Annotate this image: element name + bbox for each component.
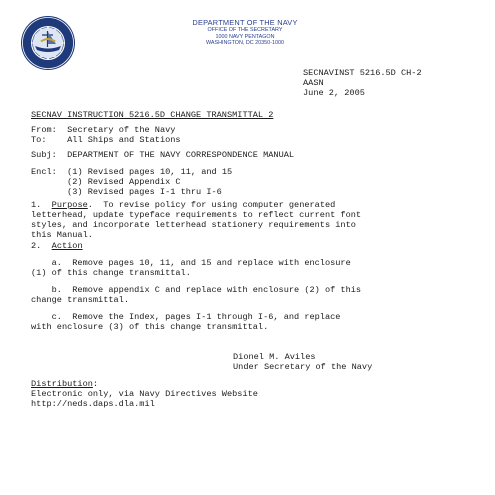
distribution-heading: Distribution bbox=[31, 379, 93, 389]
to-label: To: bbox=[31, 135, 47, 145]
signer-title: Under Secretary of the Navy bbox=[233, 362, 373, 372]
action-item-c bbox=[31, 312, 340, 332]
action-item-b bbox=[31, 285, 361, 305]
from-value: Secretary of the Navy bbox=[67, 125, 176, 135]
signer-name: Dionel M. Aviles bbox=[233, 352, 316, 362]
action-number: 2. bbox=[31, 241, 42, 251]
action-heading-line bbox=[31, 241, 83, 251]
distribution-line: Electronic only, via Navy Directives Website bbox=[31, 389, 258, 399]
subj-value: DEPARTMENT OF THE NAVY CORRESPONDENCE MANUAL bbox=[67, 150, 295, 160]
action-c-line: with enclosure (3) of this change transmittal. bbox=[31, 322, 269, 332]
purpose-text-line: letterhead, update typeface requirements to reflect current font bbox=[31, 210, 362, 220]
action-a-line: a. Remove pages 10, 11, and 15 and replace with enclosure bbox=[31, 258, 351, 268]
enclosure-item: (1) Revised pages 10, 11, and 15 bbox=[67, 167, 233, 177]
action-b-line: change transmittal. bbox=[31, 295, 129, 305]
instruction-number: SECNAVINST 5216.5D CH-2 bbox=[303, 68, 422, 78]
letterhead bbox=[150, 18, 340, 47]
purpose-text-line: . To revise policy for using computer generated bbox=[87, 200, 336, 210]
letterhead-title: DEPARTMENT OF THE NAVY bbox=[192, 18, 298, 27]
subj-label: Subj: bbox=[31, 150, 57, 160]
document-title: SECNAV INSTRUCTION 5216.5D CHANGE TRANSMITTAL 2 bbox=[31, 110, 274, 120]
action-a-line: (1) of this change transmittal. bbox=[31, 268, 191, 278]
office-code: AASN bbox=[303, 78, 324, 88]
distribution-block: Distribution: Electronic only, via Navy Directives Website http://neds.daps.dla.mil bbox=[31, 379, 258, 409]
letterhead-city: WASHINGTON, DC 20350-1000 bbox=[206, 40, 284, 47]
letterhead-address: 1000 NAVY PENTAGON bbox=[215, 33, 275, 40]
action-item-a bbox=[31, 258, 351, 278]
purpose-paragraph bbox=[31, 200, 361, 240]
purpose-text-line: styles, and incorporate letterhead stationery requirements into bbox=[31, 220, 356, 230]
document-date: June 2, 2005 bbox=[303, 88, 365, 98]
action-heading: Action bbox=[51, 241, 83, 251]
purpose-heading: Purpose bbox=[51, 200, 88, 210]
purpose-text-line: this Manual. bbox=[31, 230, 93, 240]
enclosure-item: (3) Revised pages I-1 thru I-6 bbox=[67, 187, 222, 197]
signature-block bbox=[233, 352, 372, 372]
letterhead-office: OFFICE OF THE SECRETARY bbox=[207, 27, 283, 33]
reference-block bbox=[303, 68, 422, 98]
from-label: From: bbox=[31, 125, 57, 135]
from-to-block bbox=[31, 125, 181, 145]
encl-label: Encl: bbox=[31, 167, 57, 177]
distribution-url[interactable]: http://neds.daps.dla.mil bbox=[31, 399, 155, 409]
navy-seal-logo bbox=[20, 15, 76, 71]
subject-line bbox=[31, 150, 294, 160]
action-b-line: b. Remove appendix C and replace with enclosure (2) of this bbox=[31, 285, 362, 295]
action-c-line: c. Remove the Index, pages I-1 through I-6, and replace bbox=[31, 312, 341, 322]
enclosure-item: (2) Revised Appendix C bbox=[67, 177, 181, 187]
purpose-number: 1. bbox=[31, 200, 42, 210]
enclosures-block bbox=[31, 167, 232, 197]
to-value: All Ships and Stations bbox=[67, 135, 181, 145]
